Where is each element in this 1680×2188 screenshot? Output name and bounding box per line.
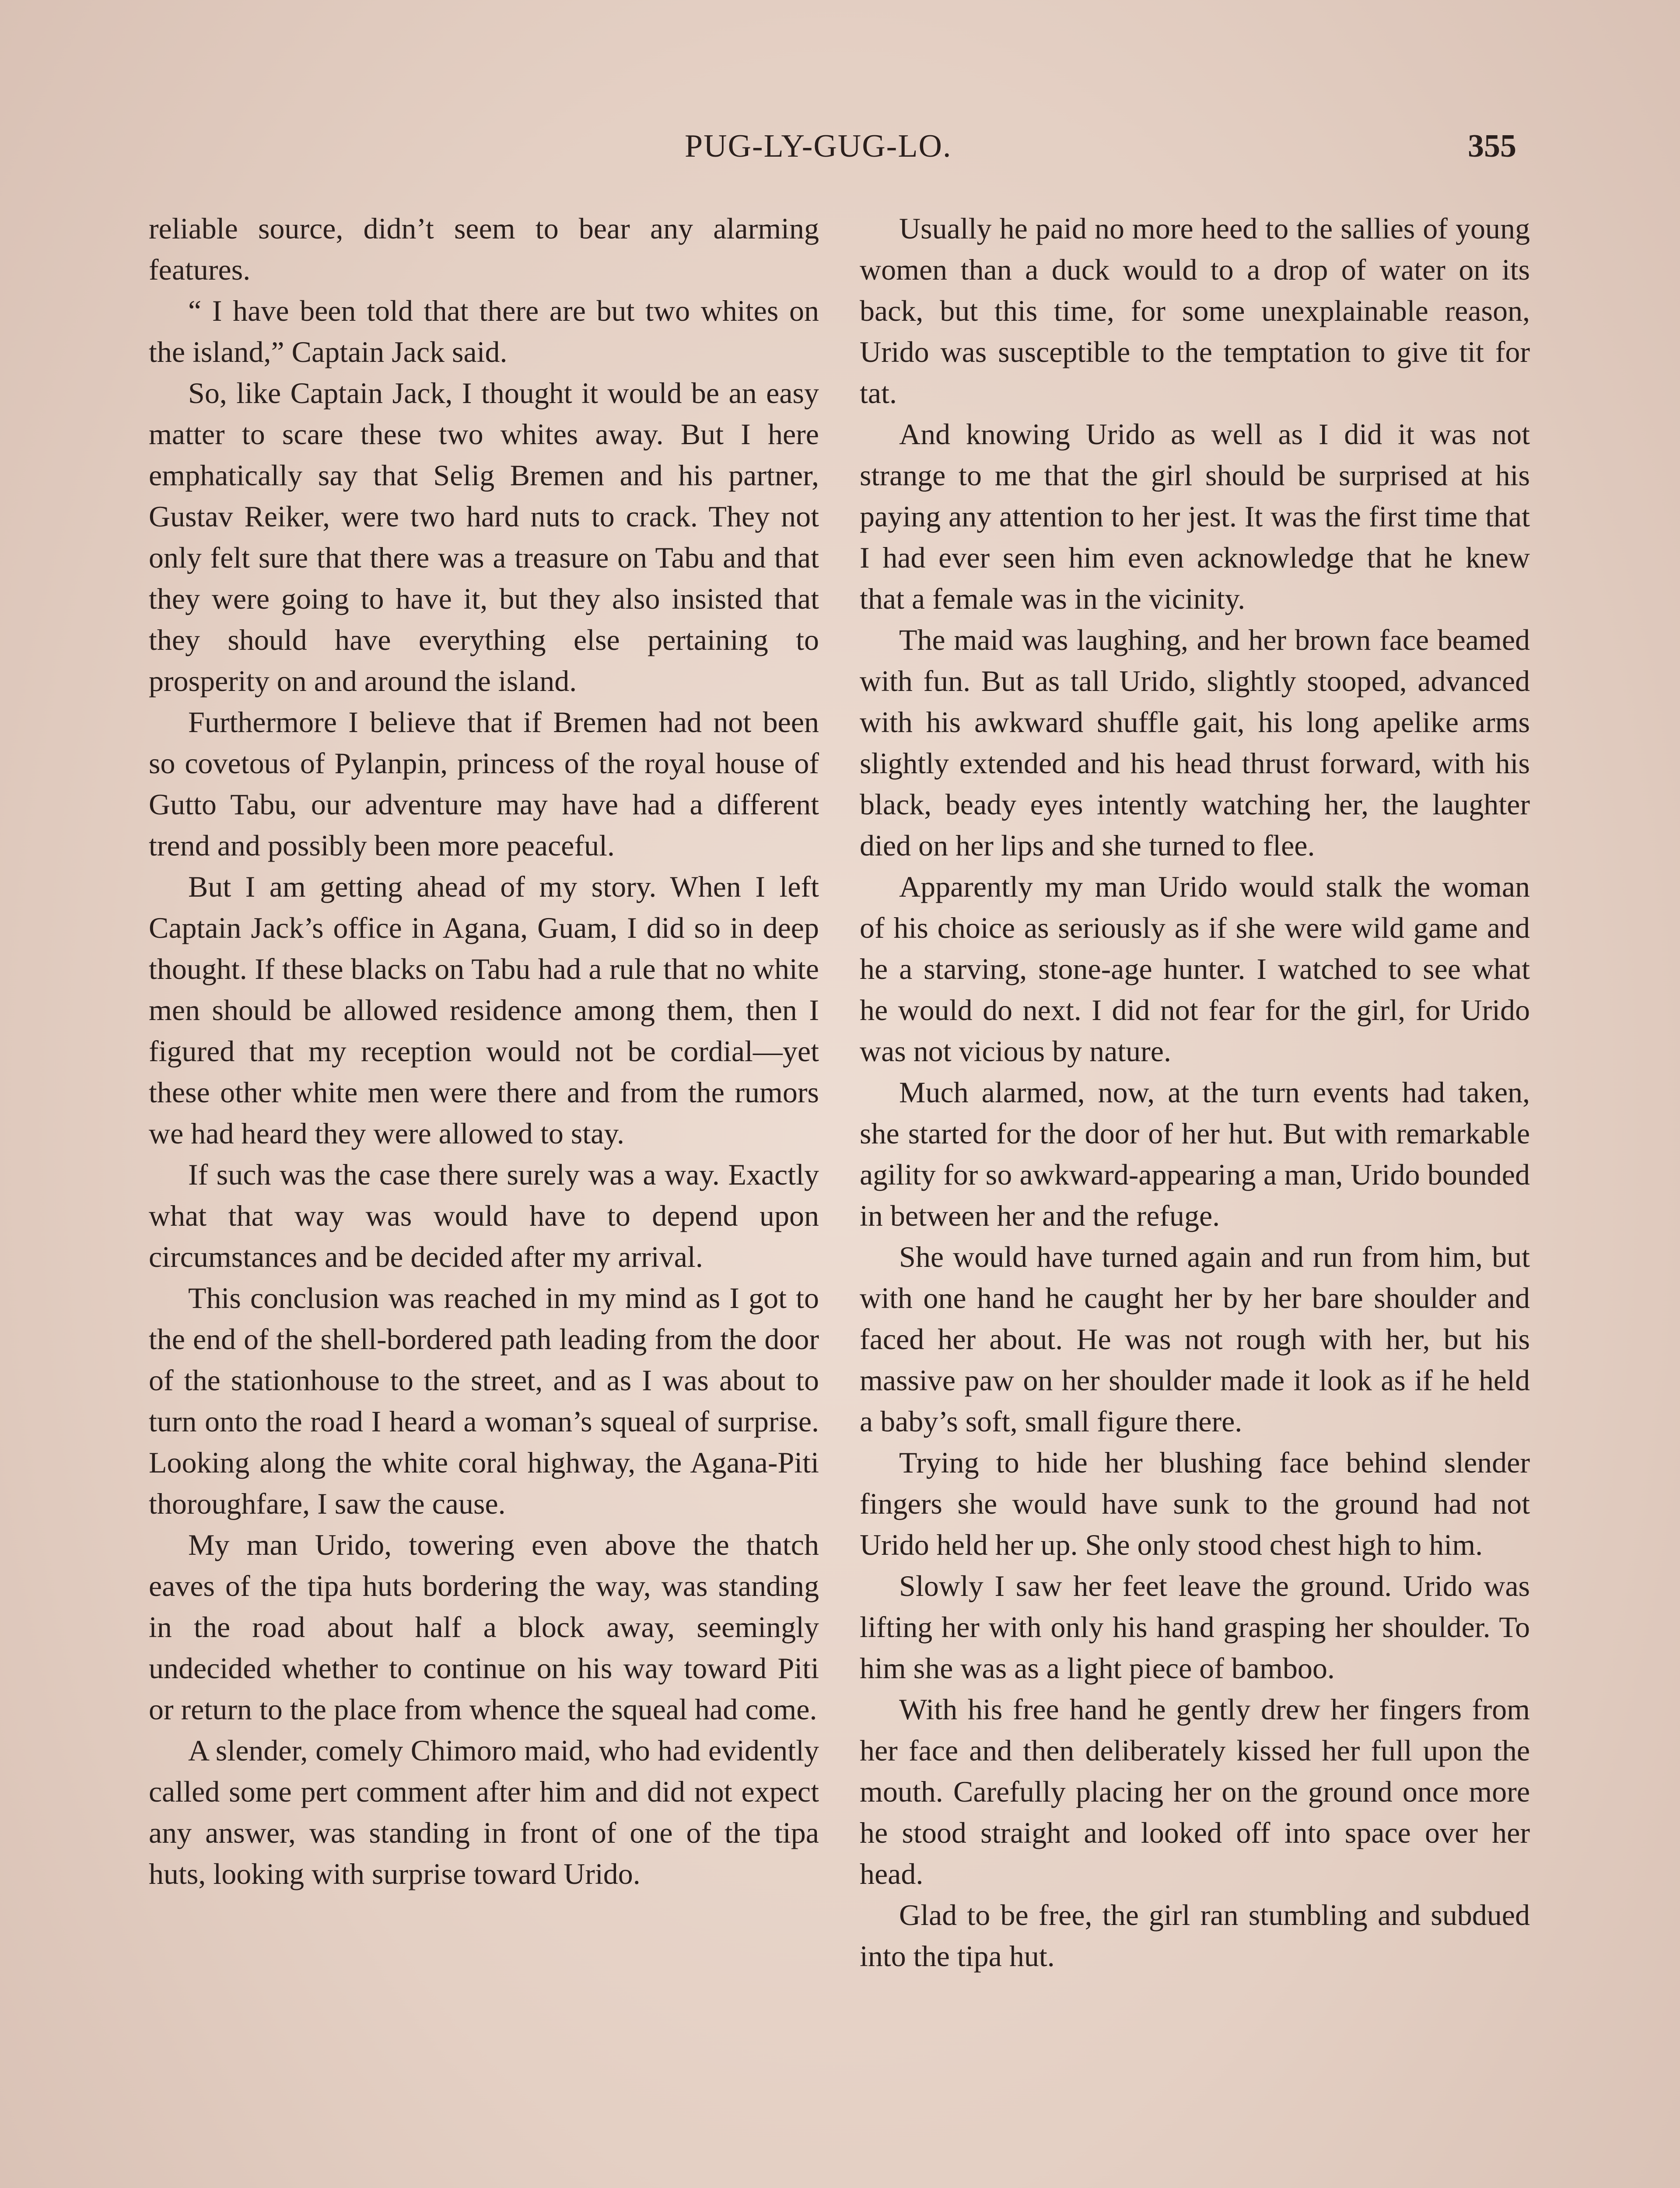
paragraph: This conclusion was reached in my mind as I got to the end of the shell-bordered path leading from the door of the stationhouse to the street, and as I was about to turn onto the road I heard a woman’s squeal of surprise. Looking along the white coral highway, the Agana-Piti thoroughfare, I saw the cause.: [149, 1281, 819, 1520]
paragraph: With his free hand he gently drew her fingers from her face and then deliberately kissed her full upon the mouth. Carefully placing her on the ground once more he stood straight and looked off into space over her head.: [860, 1693, 1530, 1890]
paragraph: Usually he paid no more heed to the sallies of young women than a duck would to a drop of water on its back, but this time, for some unexplainable reason, Urido was susceptible to the temptation to give tit for tat.: [860, 212, 1530, 410]
paragraph: Much alarmed, now, at the turn events had taken, she started for the door of her hut. But with remarkable agility for so awkward-appearing a man, Urido bounded in between her and the refuge.: [860, 1076, 1530, 1232]
paragraph: My man Urido, towering even above the thatch eaves of the tipa huts bordering the way, was standing in the road about half a block away, seemingly undecided whether to continue on his way toward Piti or return to the place from whence the squeal had come.: [149, 1528, 819, 1726]
paragraph: Trying to hide her blushing face behind slender fingers she would have sunk to the ground had not Urido held her up. She only stood chest high to him.: [860, 1446, 1530, 1561]
left-column: [149, 208, 819, 1894]
paragraph: A slender, comely Chimoro maid, who had evidently called some pert comment after him and did not expect any answer, was standing in front of one of the tipa huts, looking with surprise toward Urido.: [149, 1734, 819, 1890]
paragraph: So, like Captain Jack, I thought it would be an easy matter to scare these two whites away. But I here emphatically say that Selig Bremen and his partner, Gustav Reiker, were two hard nuts to crack. They not only felt sure that there was a treasure on Tabu and that they were going to have it, but they also insisted that they should have everything else pertaining to prosperity on and around the island.: [149, 376, 819, 698]
paragraph: reliable source, didn’t seem to bear any alarming features.: [149, 212, 819, 286]
paragraph: If such was the case there surely was a way. Exactly what that way was would have to depend upon circumstances and be decided after my arrival.: [149, 1158, 819, 1273]
paragraph: The maid was laughing, and her brown face beamed with fun. But as tall Urido, slightly stooped, advanced with his awkward shuffle gait, his long apelike arms slightly extended and his head thrust forward, with his black, beady eyes intently watching her, the laughter died on her lips and she turned to flee.: [860, 623, 1530, 862]
paragraph: But I am getting ahead of my story. When I left Captain Jack’s office in Agana, Guam, I did so in deep thought. If these blacks on Tabu had a rule that no white men should be allowed residence among them, then I figured that my reception would not be cordial—yet these other white men were there and from the rumors we had heard they were allowed to stay.: [149, 870, 819, 1150]
right-column: [860, 208, 1530, 1977]
paragraph: She would have turned again and run from him, but with one hand he caught her by her bare shoulder and faced her about. He was not rough with her, but his massive paw on her shoulder made it look as if he held a baby’s soft, small figure there.: [860, 1240, 1530, 1438]
paragraph: Slowly I saw her feet leave the ground. Urido was lifting her with only his hand grasping her shoulder. To him she was as a light piece of bamboo.: [860, 1569, 1530, 1685]
paragraph: “ I have been told that there are but two whites on the island,” Captain Jack said.: [149, 294, 819, 368]
paragraph: And knowing Urido as well as I did it was not strange to me that the girl should be surprised at his paying any attention to her jest. It was the first time that I had ever seen him even acknowledge that he knew that a female was in the vicinity.: [860, 417, 1530, 615]
page-number: 355: [1468, 128, 1516, 164]
paragraph: Glad to be free, the girl ran stumbling and subdued into the tipa hut.: [860, 1898, 1530, 1973]
running-title: PUG-LY-GUG-LO.: [685, 128, 952, 164]
paragraph: Furthermore I believe that if Bremen had not been so covetous of Pylanpin, princess of the royal house of Gutto Tabu, our adventure may have had a different trend and possibly been more peaceful.: [149, 705, 819, 862]
paragraph: Apparently my man Urido would stalk the woman of his choice as seriously as if she were wild game and he a starving, stone-age hunter. I watched to see what he would do next. I did not fear for the girl, for Urido was not vicious by nature.: [860, 870, 1530, 1068]
